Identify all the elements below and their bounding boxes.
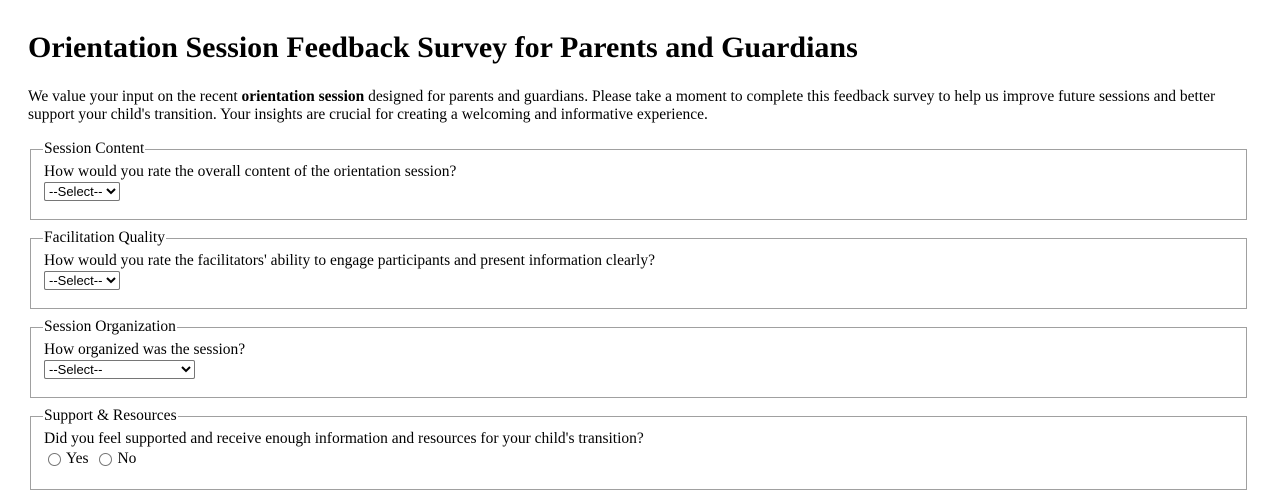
yes-label: Yes — [66, 450, 89, 467]
facilitation-quality-fieldset — [30, 229, 1247, 309]
intro-part: designed for parents and guardians. Please take a moment to complete this feedback survey to help us improve future sessions and better support your child's transition. Your insights are crucial for creating a welcoming and informative experience. — [28, 88, 1216, 123]
yes-radio[interactable] — [48, 453, 61, 466]
section-legend: Session Organization — [44, 318, 176, 335]
no-label: No — [117, 450, 137, 467]
section-legend: Support & Resources — [44, 407, 177, 424]
no-option[interactable] — [95, 450, 136, 468]
no-radio[interactable] — [99, 453, 112, 466]
session-content-fieldset — [30, 140, 1247, 220]
session-organization-fieldset — [30, 318, 1247, 398]
yes-option[interactable] — [44, 450, 89, 468]
question-label: How would you rate the facilitators' ability to engage participants and present information clearly? — [44, 252, 655, 269]
intro-part: We value your input on the recent — [28, 88, 242, 105]
page-title: Orientation Session Feedback Survey for Parents and Guardians — [28, 31, 858, 64]
question-label: How organized was the session? — [44, 341, 246, 358]
question-label: How would you rate the overall content of the orientation session? — [44, 163, 457, 180]
content-rating-select[interactable] — [44, 182, 120, 201]
section-legend: Session Content — [44, 140, 145, 157]
question-label: Did you feel supported and receive enough information and resources for your child's transition? — [44, 430, 644, 447]
support-resources-fieldset — [30, 407, 1247, 490]
intro-text — [28, 88, 1247, 124]
section-legend: Facilitation Quality — [44, 229, 165, 246]
support-radio-group — [44, 450, 1232, 471]
intro-bold: orientation session — [241, 88, 365, 105]
facilitation-rating-select[interactable] — [44, 271, 120, 290]
organization-rating-select[interactable] — [44, 360, 195, 379]
